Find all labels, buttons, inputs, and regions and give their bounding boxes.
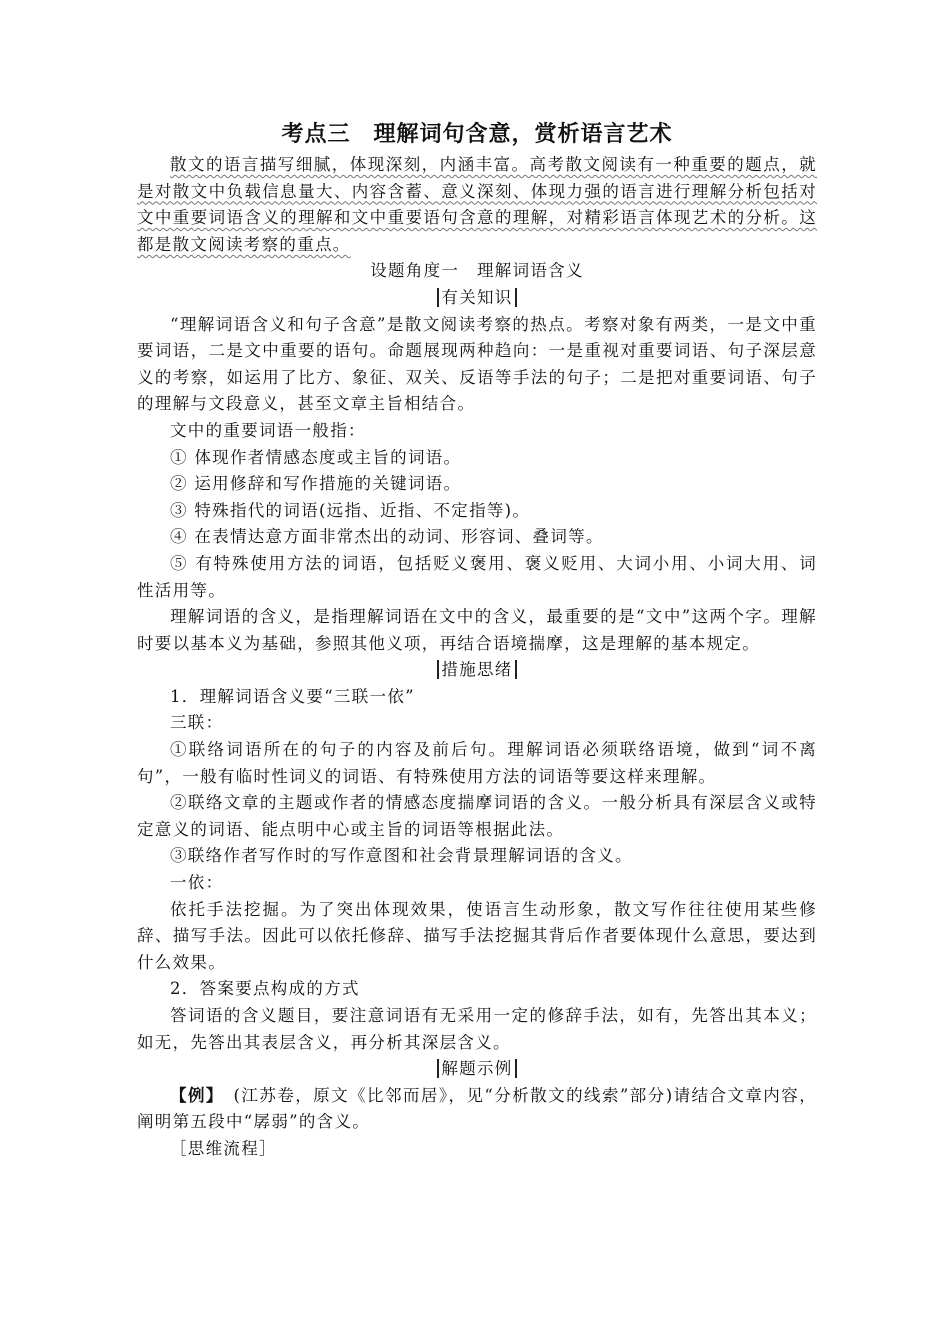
list-item: ①联络词语所在的句子的内容及前后句。理解词语必须联络语境，做到“词不离句”，一般有临时性词义的词语、有特殊使用方法的词语等要这样来理解。 <box>137 740 817 786</box>
list-item: ④ 在表情达意方面非常杰出的动词、形容词、叠词等。 <box>170 527 604 547</box>
section-heading-methods <box>137 657 817 684</box>
example-tag: 【例】 <box>170 1085 216 1105</box>
intro-text: 散文的语言描写细腻，体现深刻，内涵丰富。高考散文阅读有一种重要的题点，就是对散文中负载信息量大、内容含蓄、意义深刻、体现力强的语言进行理解分析包括对文中重要词语含义的理解和文中重要语句含意的理解，对精彩语言体现艺术的分析。这都是散文阅读考察的重点。 <box>137 155 817 254</box>
list-item: ③ 特殊指代的词语(远指、近指、不定指等)。 <box>170 500 531 520</box>
method-heading-2: 2．答案要点构成的方式 <box>170 979 360 999</box>
angle-title: 设题角度一 理解词语含义 <box>370 261 584 281</box>
list-item: ⑤ 有特殊使用方法的词语，包括贬义褒用、褒义贬用、大词小用、小词大用、词性活用等。 <box>137 553 817 600</box>
section-heading-knowledge <box>137 285 817 312</box>
document-page <box>137 120 817 1163</box>
yiyi-text: 依托手法挖掘。为了突出体现效果，使语言生动形象，散文写作往往使用某些修辞、描写手法。因此可以依托修辞、描写手法挖掘其背后作者要体现什么意思，要达到什么效果。 <box>137 899 817 972</box>
method-heading-1: 1．理解词语含义要“三联一依” <box>170 686 415 706</box>
page-title: 考点三 理解词句含意，赏析语言艺术 <box>281 122 673 147</box>
list-item: ②联络文章的主题或作者的情感态度揣摩词语的含义。一般分析具有深层含义或特定意义的词语、能点明中心或主旨的词语等根据此法。 <box>137 793 817 839</box>
example-text: (江苏卷，原文《比邻而居》，见“分析散文的线索”部分)请结合文章内容，阐明第五段中“孱弱”的含义。 <box>137 1085 817 1132</box>
intro-paragraph <box>137 152 817 258</box>
section-heading-methods-label: 措施思绪 <box>437 660 516 679</box>
section-heading-example-label: 解题示例 <box>437 1059 516 1078</box>
knowledge-paragraph-1: “理解词语含义和句子含意”是散文阅读考察的热点。考察对象有两类，一是文中重要词语，二是文中重要的语句。命题展现两种趋向：一是重视对重要词语、句子深层意义的考察，如运用了比方、象征、双关、反语等手法的句子；二是把对重要词语、句子的理解与文段意义，甚至文章主旨相结合。 <box>137 314 817 414</box>
list-item: ② 运用修辞和写作措施的关键词语。 <box>170 474 462 494</box>
list-item: ③联络作者写作时的写作意图和社会背景理解词语的含义。 <box>170 846 633 866</box>
list-item: ① 体现作者情感态度或主旨的词语。 <box>170 447 462 467</box>
yiyi-label: 一依： <box>170 873 224 893</box>
thinking-flow-label: ［思维流程］ <box>170 1138 277 1158</box>
knowledge-paragraph-2: 文中的重要词语一般指： <box>170 420 366 440</box>
section-heading-example <box>137 1056 817 1083</box>
knowledge-paragraph-3: 理解词语的含义，是指理解词语在文中的含义，最重要的是“文中”这两个字。理解时要以基本义为基础，参照其他义项，再结合语境揣摩，这是理解的基本规定。 <box>137 607 817 653</box>
sanlian-label: 三联： <box>170 713 224 733</box>
method-text-2: 答词语的含义题目，要注意词语有无采用一定的修辞手法，如有，先答出其本义；如无，先答出其表层含义，再分析其深层含义。 <box>137 1006 817 1052</box>
example-paragraph <box>137 1083 817 1136</box>
section-heading-knowledge-label: 有关知识 <box>437 288 516 307</box>
